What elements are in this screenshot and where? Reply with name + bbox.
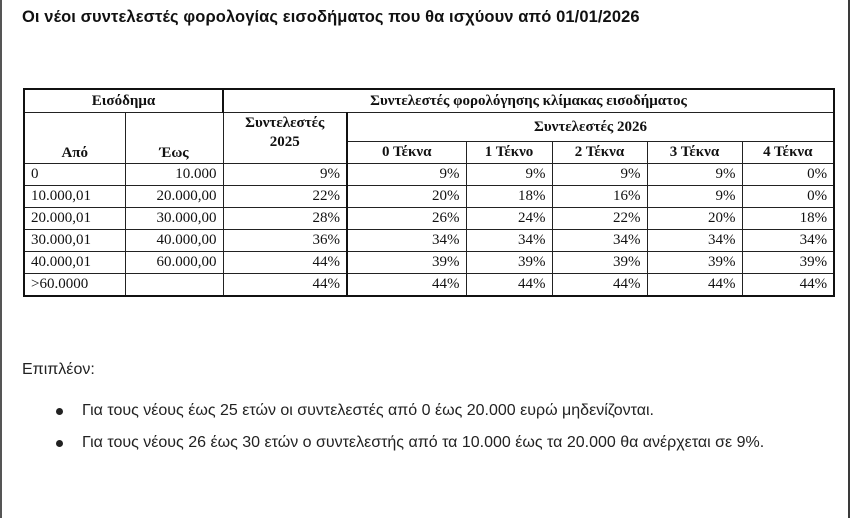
- table-cell-r2025: 44%: [223, 252, 347, 274]
- table-cell-c1: 39%: [466, 252, 552, 274]
- notes-list: [40, 398, 780, 462]
- page-title: Οι νέοι συντελεστές φορολογίας εισοδήματος που θα ισχύουν από 01/01/2026: [22, 8, 640, 26]
- table-cell-from: 0: [24, 164, 125, 186]
- table-cell-c4: 44%: [742, 274, 834, 297]
- window-left-edge: [0, 0, 2, 518]
- header-rates-2026: Συντελεστές 2026: [347, 113, 834, 142]
- table-cell-to: 20.000,00: [125, 186, 223, 208]
- table-cell-from: 30.000,01: [24, 230, 125, 252]
- table-cell-from: 10.000,01: [24, 186, 125, 208]
- table-cell-c2: 44%: [552, 274, 647, 297]
- table-cell-c0: 20%: [347, 186, 466, 208]
- note-text: Για τους νέους έως 25 ετών οι συντελεστές από 0 έως 20.000 ευρώ μηδενίζονται.: [82, 402, 654, 419]
- notes-label: Επιπλέον:: [22, 361, 95, 378]
- table-cell-r2025: 44%: [223, 274, 347, 297]
- bullet-icon: [56, 408, 63, 415]
- table-cell-c3: 9%: [647, 186, 742, 208]
- header-income: Εισόδημα: [24, 89, 223, 113]
- table-cell-from: 20.000,01: [24, 208, 125, 230]
- list-item: [40, 430, 780, 456]
- table-cell-c3: 34%: [647, 230, 742, 252]
- table-cell-r2025: 22%: [223, 186, 347, 208]
- header-children-1: 1 Τέκνο: [466, 141, 552, 163]
- table-cell-c1: 24%: [466, 208, 552, 230]
- table-cell-r2025: 28%: [223, 208, 347, 230]
- tax-rates-table: [23, 88, 835, 297]
- table-cell-c3: 9%: [647, 164, 742, 186]
- table-row: [24, 252, 834, 274]
- table-cell-to: 30.000,00: [125, 208, 223, 230]
- list-item: [40, 398, 780, 424]
- table-row: [24, 274, 834, 297]
- header-children-0: 0 Τέκνα: [347, 141, 466, 163]
- table-cell-to: 60.000,00: [125, 252, 223, 274]
- table-row: [24, 186, 834, 208]
- table-cell-c0: 39%: [347, 252, 466, 274]
- note-text: Για τους νέους 26 έως 30 ετών ο συντελεστής από τα 10.000 έως τα 20.000 θα ανέρχεται σε 9%.: [82, 434, 765, 451]
- table-cell-c2: 22%: [552, 208, 647, 230]
- table-row: [24, 208, 834, 230]
- table-cell-c2: 16%: [552, 186, 647, 208]
- table-cell-c4: 39%: [742, 252, 834, 274]
- table-cell-c2: 39%: [552, 252, 647, 274]
- header-rates-2025: Συντελεστές 2025: [223, 113, 347, 164]
- table-cell-from: >60.0000: [24, 274, 125, 297]
- table-cell-c4: 0%: [742, 186, 834, 208]
- header-children-4: 4 Τέκνα: [742, 141, 834, 163]
- table-cell-c3: 20%: [647, 208, 742, 230]
- table-cell-c1: 34%: [466, 230, 552, 252]
- table-cell-c3: 39%: [647, 252, 742, 274]
- table-cell-c4: 34%: [742, 230, 834, 252]
- table-cell-c0: 44%: [347, 274, 466, 297]
- table-cell-to: [125, 274, 223, 297]
- table-row: [24, 230, 834, 252]
- table-cell-c1: 9%: [466, 164, 552, 186]
- table-cell-to: 10.000: [125, 164, 223, 186]
- table-cell-c2: 9%: [552, 164, 647, 186]
- table-cell-c3: 44%: [647, 274, 742, 297]
- header-tax-rates: Συντελεστές φορολόγησης κλίμακας εισοδήματος: [223, 89, 834, 113]
- header-children-2: 2 Τέκνα: [552, 141, 647, 163]
- table-cell-r2025: 36%: [223, 230, 347, 252]
- table-cell-c2: 34%: [552, 230, 647, 252]
- table-row: [24, 164, 834, 186]
- table-cell-c0: 9%: [347, 164, 466, 186]
- header-from: Από: [24, 113, 125, 164]
- table-cell-c4: 18%: [742, 208, 834, 230]
- table-cell-c1: 44%: [466, 274, 552, 297]
- bullet-icon: [56, 440, 63, 447]
- header-children-3: 3 Τέκνα: [647, 141, 742, 163]
- table-cell-from: 40.000,01: [24, 252, 125, 274]
- table-cell-c4: 0%: [742, 164, 834, 186]
- header-to: Έως: [125, 113, 223, 164]
- table-cell-to: 40.000,00: [125, 230, 223, 252]
- table-cell-c0: 26%: [347, 208, 466, 230]
- table-cell-c1: 18%: [466, 186, 552, 208]
- table-cell-r2025: 9%: [223, 164, 347, 186]
- table-cell-c0: 34%: [347, 230, 466, 252]
